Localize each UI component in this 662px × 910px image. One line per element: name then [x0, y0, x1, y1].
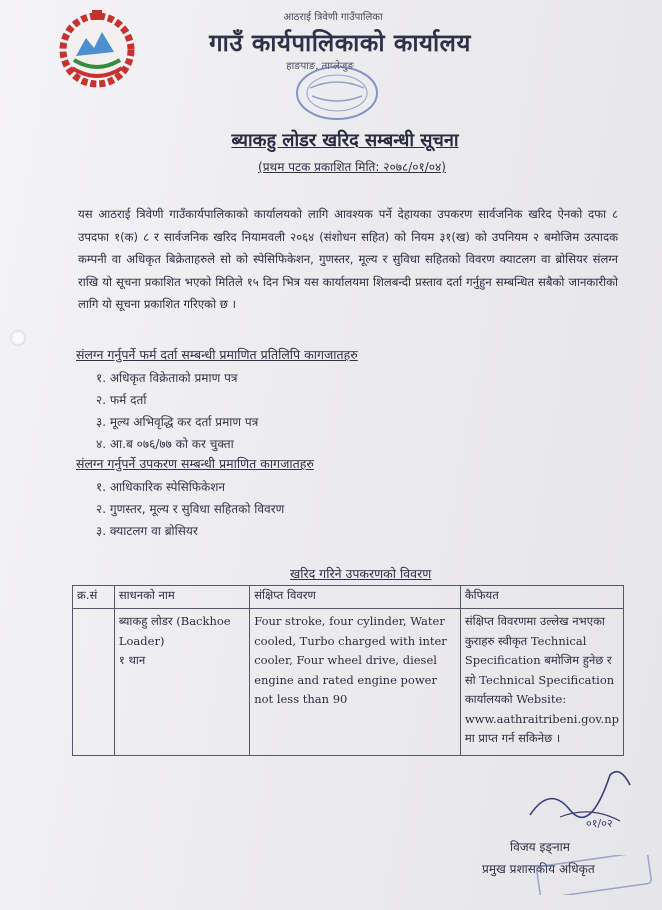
location-line: हाङपाङ, ताप्लेजुङ [286, 61, 354, 72]
equipment-table [72, 585, 624, 756]
signatory-name: विजय इङ्नाम [510, 840, 570, 854]
cell-description: Four stroke, four cylinder, Water cooled, Turbo charged with inter cooler, Four wheel drive, diesel engine and rated engine power not less than 90 [250, 609, 461, 756]
cell-sn [73, 609, 115, 756]
signatory-title: प्रमुख प्रशासकीय अधिकृत [482, 862, 595, 876]
table-row [73, 609, 624, 756]
section1-list [96, 367, 258, 455]
col-header-description: संक्षिप्त विवरण [250, 586, 461, 609]
cell-remarks: संक्षिप्त विवरणमा उल्लेख नभएका कुराहरु स्वीकृत Technical Specification बमोजिम हुनेछ र सो Technical Specification कार्यालयको Website: www.aathraitribeni.gov.np मा प्राप्त गर्न सकिनेछ । [460, 609, 623, 756]
section2-list [96, 476, 284, 542]
punch-hole [10, 330, 26, 346]
col-header-sn: क्र.सं [73, 586, 115, 609]
list-item: ४. आ.ब ०७६/७७ को कर चुक्ता [96, 437, 234, 451]
equipment-name: ब्याकहु लोडर (Backhoe Loader) [118, 614, 231, 648]
equipment-qty: १ थान [118, 653, 146, 667]
table-caption: खरिद गरिने उपकरणको विवरण [290, 566, 432, 581]
table-header-row [73, 586, 624, 609]
col-header-remarks: कैफियत [460, 586, 623, 609]
section1-heading: संलग्न गर्नुपर्ने फर्म दर्ता सम्बन्धी प्रमाणित प्रतिलिपि कागजातहरु [76, 347, 358, 362]
list-item: २. गुणस्तर, मूल्य र सुविधा सहितको विवरण [96, 502, 285, 516]
list-item: १. अधिकृत विक्रेताको प्रमाण पत्र [96, 371, 238, 385]
signature-icon [520, 755, 640, 835]
list-item: १. आधिकारिक स्पेसिफिकेशन [96, 480, 226, 494]
section2-heading: संलग्न गर्नुपर्ने उपकरण सम्बन्धी प्रमाणित कागजातहरु [76, 456, 314, 471]
list-item: २. फर्म दर्ता [96, 393, 147, 407]
signature-stamp-icon [534, 855, 654, 895]
publish-date: (प्रथम पटक प्रकाशित मिति: २०७८/०१/०४) [258, 160, 446, 174]
list-item: ३. क्याटलग वा ब्रोसियर [96, 524, 198, 538]
cell-name [114, 609, 249, 756]
notice-title: ब्याकहु लोडर खरिद सम्बन्धी सूचना [231, 130, 459, 151]
col-header-name: साधनको नाम [114, 586, 249, 609]
list-item: ३. मूल्य अभिवृद्धि कर दर्ता प्रमाण पत्र [96, 415, 259, 429]
nepal-emblem-icon [52, 8, 142, 88]
office-title: गाउँ कार्यपालिकाको कार्यालय [209, 29, 471, 57]
office-stamp-icon [292, 62, 382, 124]
notice-body: यस आठराई त्रिवेणी गाउँकार्यपालिकाको कार्यालयको लागि आवश्यक पर्ने देहायका उपकरण सार्वजनिक खरिद ऐनको दफा ८ उपदफा १(क) ८ र सार्वजनिक खरिद नियामवली २०६४ (संशोधन सहित) को नियम ३१(ख) को उपनियम २ बमोजिम उत्पादक कम्पनी वा अधिकृत बिक्रेताहरुले सो को स्पेसिफिकेशन, गुणस्तर, मूल्य र सुविधा सहितको विवरण क्याटलग वा ब्रोसियर संलग्न राखि यो सूचना प्रकाशित भएको मितिले १५ दिन भित्र यस कार्यालयमा शिलबन्दी प्रस्ताव दर्ता गर्नुहुन सम्बन्धित सबैको जानकारीको लागि यो सूचना प्रकाशित गरिएको छ । [78, 207, 618, 311]
signature-date: ०१/०२ [586, 817, 613, 830]
municipality-line: आठराई त्रिवेणी गाउँपालिका [283, 12, 383, 23]
